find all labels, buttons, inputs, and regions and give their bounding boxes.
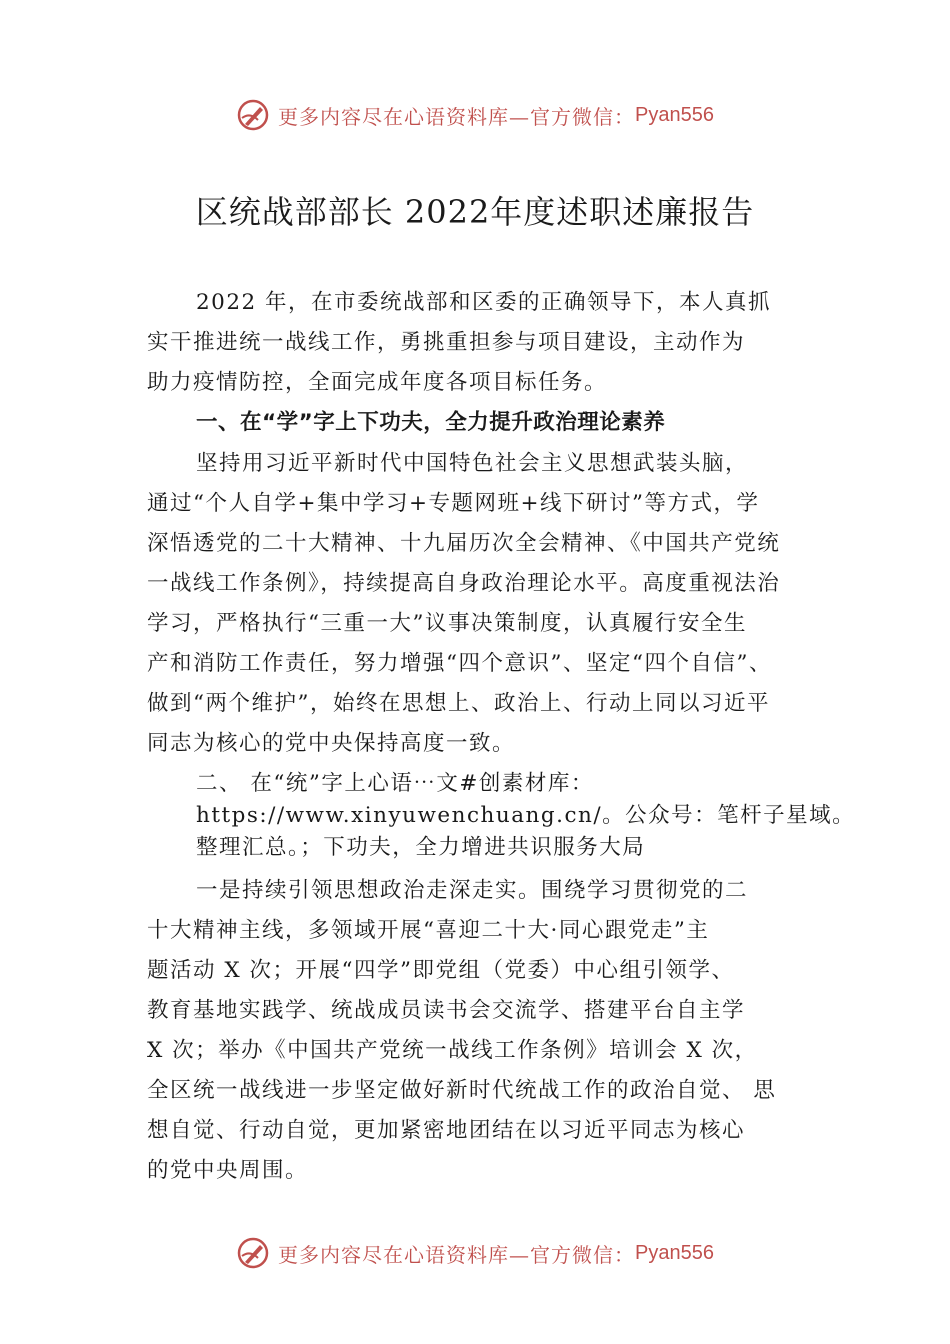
body-line: 通过“个人自学+集中学习+专题网班+线下研讨”等方式，学: [147, 491, 760, 516]
document-title: 区统战部部长 2022年度述职述廉报告: [195, 193, 755, 231]
body-line: 整理汇总。；下功夫，全力增进共识服务大局: [196, 835, 646, 860]
body-line: 一战线工作条例》，持续提高自身政治理论水平。高度重视法治: [147, 571, 781, 596]
body-line: 学习，严格执行“三重一大”议事决策制度，认真履行安全生: [147, 611, 747, 636]
banner-wechat-id: Pyan556: [635, 103, 714, 126]
banner-wechat-id: Pyan556: [635, 1241, 714, 1264]
body-line: 全区统一战线进一步坚定做好新时代统战工作的政治自觉、 思: [147, 1078, 777, 1103]
body-line: 同志为核心的党中央保持高度一致。: [147, 731, 516, 756]
body-line: 十大精神主线，多领域开展“喜迎二十大·同心跟党走”主: [147, 918, 710, 943]
section-heading: 一、在“学”字上下功夫，全力提升政治理论素养: [196, 410, 666, 435]
body-line: 想自觉、行动自觉，更加紧密地团结在以习近平同志为核心: [147, 1118, 746, 1143]
banner-text: 更多内容尽在心语资料库—官方微信：: [278, 104, 636, 129]
body-line: 题活动 X 次；开展“四学”即党组（党委）中心组引领学、: [147, 958, 735, 983]
footer-banner: [0, 1233, 950, 1273]
body-line: 产和消防工作责任，努力增强“四个意识”、坚定“四个自信”、: [147, 651, 772, 676]
pen-logo-icon: [236, 98, 270, 132]
pen-logo-icon: [236, 1236, 270, 1270]
body-line: 助力疫情防控，全面完成年度各项目标任务。: [147, 370, 608, 395]
body-line: X 次；举办《中国共产党统一战线工作条例》培训会 X 次，: [147, 1038, 758, 1063]
body-line: 一是持续引领思想政治走深走实。围绕学习贯彻党的二: [196, 878, 749, 903]
body-line: 教育基地实践学、统战成员读书会交流学、搭建平台自主学: [147, 998, 746, 1023]
body-line: 深悟透党的二十大精神、十九届历次全会精神、《中国共产党统: [147, 531, 781, 556]
body-line: 做到“两个维护”，始终在思想上、政治上、行动上同以习近平: [147, 691, 770, 716]
body-line: 的党中央周围。: [147, 1158, 309, 1183]
body-line: 坚持用习近平新时代中国特色社会主义思想武装头脑，: [196, 451, 749, 476]
header-banner: [0, 95, 950, 135]
body-line: 2022 年，在市委统战部和区委的正确领导下，本人真抓: [196, 290, 772, 315]
banner-text: 更多内容尽在心语资料库—官方微信：: [278, 1242, 636, 1267]
section-heading: 二、 在“统”字上心语⋯文#创素材库：: [196, 771, 594, 796]
body-line: 实干推进统一战线工作，勇挑重担参与项目建设，主动作为: [147, 330, 746, 355]
body-line: https://www.xinyuwenchuang.cn/。公众号：笔杆子星域。: [196, 803, 856, 828]
